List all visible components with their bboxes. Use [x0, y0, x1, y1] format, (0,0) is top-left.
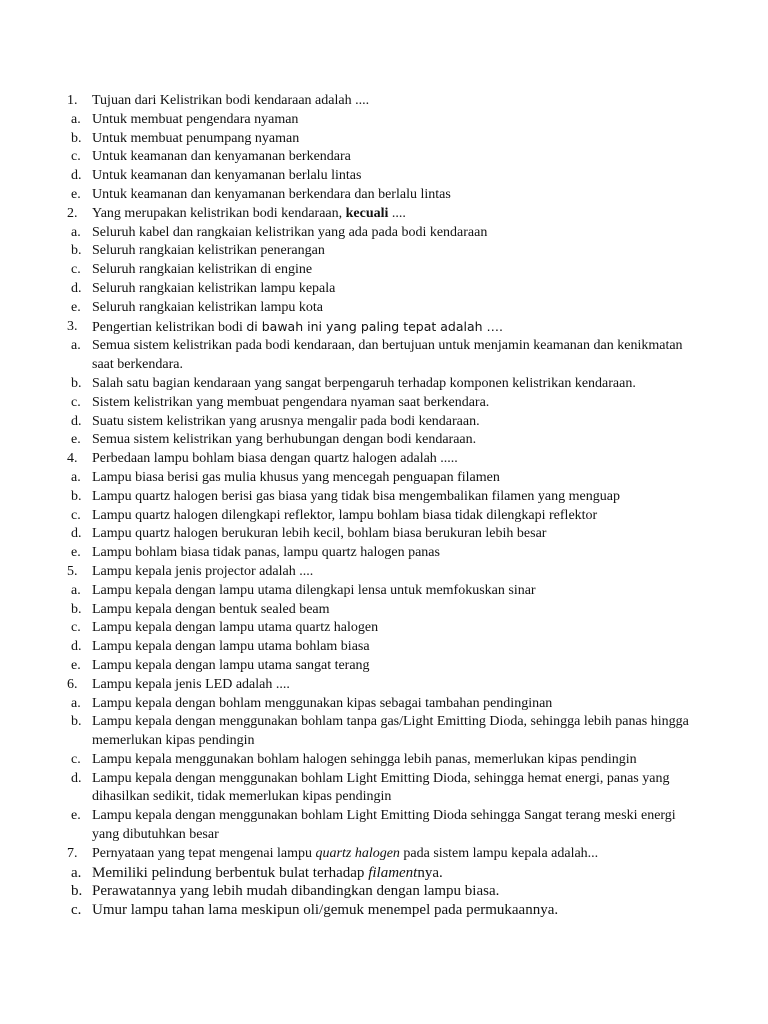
- question-text: Tujuan dari Kelistrikan bodi kendaraan adalah ....: [92, 93, 370, 108]
- option-italic-term: filament: [368, 864, 418, 881]
- option: [0, 469, 768, 488]
- option-letter: c.: [71, 902, 82, 919]
- option-letter: a.: [71, 338, 81, 354]
- option-text: Lampu kepala dengan menggunakan bohlam Light Emitting Dioda, sehingga hemat energi, panas yang dihasilkan sedikit, tidak memerlukan kipas pendingin: [92, 770, 670, 805]
- option: [0, 299, 768, 318]
- option-text: Untuk membuat pengendara nyaman: [92, 111, 299, 127]
- option: [0, 375, 768, 394]
- option: [0, 186, 768, 205]
- option-letter: d.: [71, 770, 82, 786]
- question-text-end: pada sistem lampu kepala adalah...: [403, 845, 599, 861]
- option: [0, 167, 768, 186]
- option-letter: d.: [71, 280, 82, 296]
- option-letter: c.: [71, 751, 81, 767]
- option-text: Untuk keamanan dan kenyamanan berlalu lintas: [92, 168, 362, 184]
- option: [0, 751, 768, 770]
- option: [0, 507, 768, 526]
- option-text: Semua sistem kelistrikan yang berhubungan dengan bodi kendaraan.: [92, 432, 477, 448]
- question-number: 6.: [67, 676, 78, 692]
- option: [0, 148, 768, 167]
- question-number: 1.: [67, 93, 78, 108]
- option-letter: b.: [71, 601, 82, 617]
- option-text: Memiliki pelindung berbentuk bulat terhadap: [92, 864, 365, 881]
- option-letter: b.: [71, 130, 82, 146]
- option-letter: a.: [71, 224, 81, 240]
- option-text: Seluruh rangkaian kelistrikan lampu kota: [92, 299, 323, 315]
- question-7: [0, 845, 768, 864]
- question-text: Pernyataan yang tepat mengenai lampu: [92, 845, 313, 861]
- option-text: Lampu kepala dengan bentuk sealed beam: [92, 601, 330, 617]
- option-letter: a.: [71, 864, 82, 881]
- option-letter: c.: [71, 262, 81, 278]
- option-letter: c.: [71, 149, 81, 165]
- question-4: [0, 450, 768, 469]
- question-2: [0, 205, 768, 224]
- option-letter: c.: [71, 394, 81, 410]
- option-text: Seluruh rangkaian kelistrikan di engine: [92, 262, 313, 278]
- option: [0, 431, 768, 450]
- option-letter: d.: [71, 413, 82, 429]
- option-text: Lampu kepala dengan lampu utama quartz halogen: [92, 620, 379, 636]
- question-6: [0, 676, 768, 695]
- option-text: Untuk membuat penumpang nyaman: [92, 130, 300, 146]
- option-text: Seluruh rangkaian kelistrikan lampu kepala: [92, 280, 336, 296]
- option-text: Lampu kepala dengan lampu utama bohlam biasa: [92, 639, 370, 655]
- option-text: Lampu biasa berisi gas mulia khusus yang mencegah penguapan filamen: [92, 469, 500, 485]
- option-letter: d.: [71, 168, 82, 184]
- option-text: Lampu quartz halogen berukuran lebih kecil, bohlam biasa berukuran lebih besar: [92, 526, 547, 542]
- question-italic-term: quartz halogen: [315, 845, 400, 861]
- question-text: Pengertian kelistrikan bodi: [92, 319, 243, 335]
- quiz-document: [0, 92, 768, 920]
- option-text: Lampu quartz halogen berisi gas biasa yang tidak bisa mengembalikan filamen yang menguap: [92, 488, 620, 504]
- option: [0, 638, 768, 657]
- question-number: 4.: [67, 451, 78, 467]
- option: [0, 619, 768, 638]
- option-text: Lampu kepala dengan lampu utama dilengkapi lensa untuk memfokuskan sinar: [92, 582, 536, 598]
- option-text-end: nya.: [417, 864, 443, 881]
- option: [0, 488, 768, 507]
- option-text: Salah satu bagian kendaraan yang sangat berpengaruh terhadap komponen kelistrikan kendaraan.: [92, 375, 636, 391]
- option: [0, 901, 768, 920]
- question-text-sans: di bawah ini yang paling tepat adalah ….: [246, 318, 504, 334]
- question-text: Yang merupakan kelistrikan bodi kendaraan,: [92, 205, 343, 221]
- question-number: 3.: [67, 318, 78, 334]
- option-letter: a.: [71, 111, 81, 127]
- option-text: Perawatannya yang lebih mudah dibandingkan dengan lampu biasa.: [92, 883, 500, 900]
- option-letter: b.: [71, 243, 82, 259]
- option: [0, 394, 768, 413]
- option: [0, 713, 768, 751]
- question-emphasis: kecuali: [345, 205, 389, 221]
- option: [0, 242, 768, 261]
- option-letter: b.: [71, 714, 82, 730]
- option: [0, 882, 768, 901]
- option-letter: e.: [71, 808, 81, 824]
- option-letter: d.: [71, 639, 82, 655]
- question-1: [0, 92, 768, 111]
- option: [0, 280, 768, 299]
- option-letter: c.: [71, 507, 81, 523]
- option-letter: b.: [71, 883, 83, 900]
- option-letter: e.: [71, 186, 81, 202]
- option-letter: a.: [71, 469, 81, 485]
- option: [0, 582, 768, 601]
- option-text: Lampu kepala dengan bohlam menggunakan kipas sebagai tambahan pendinginan: [92, 695, 553, 711]
- option-text: Seluruh rangkaian kelistrikan penerangan: [92, 243, 325, 259]
- option-letter: a.: [71, 695, 81, 711]
- option-letter: c.: [71, 620, 81, 636]
- option: [0, 864, 768, 883]
- question-number: 2.: [67, 205, 78, 221]
- option-text: Lampu bohlam biasa tidak panas, lampu quartz halogen panas: [92, 545, 440, 561]
- option-letter: e.: [71, 545, 81, 561]
- option: [0, 337, 768, 375]
- option-letter: e.: [71, 432, 81, 448]
- option: [0, 601, 768, 620]
- option-letter: a.: [71, 582, 81, 598]
- option-text: Lampu kepala dengan menggunakan bohlam Light Emitting Dioda sehingga Sangat terang meski energi yang dibutuhkan besar: [92, 808, 676, 843]
- option-text: Suatu sistem kelistrikan yang arusnya mengalir pada bodi kendaraan.: [92, 413, 480, 429]
- option-text: Lampu kepala dengan lampu utama sangat terang: [92, 657, 370, 673]
- option-text: Lampu kepala dengan menggunakan bohlam tanpa gas/Light Emitting Dioda, sehingga lebih panas hingga memerlukan kipas pendingin: [92, 714, 689, 749]
- option: [0, 544, 768, 563]
- question-text: Lampu kepala jenis LED adalah ....: [92, 676, 290, 692]
- option: [0, 261, 768, 280]
- option-text: Untuk keamanan dan kenyamanan berkendara: [92, 149, 351, 165]
- question-text-end: ....: [391, 205, 406, 221]
- option: [0, 525, 768, 544]
- option-letter: d.: [71, 526, 82, 542]
- option: [0, 657, 768, 676]
- option-text: Umur lampu tahan lama meskipun oli/gemuk menempel pada permukaannya.: [92, 902, 559, 919]
- option-text: Untuk keamanan dan kenyamanan berkendara dan berlalu lintas: [92, 186, 451, 202]
- option-text: Lampu kepala menggunakan bohlam halogen sehingga lebih panas, memerlukan kipas pendingin: [92, 751, 637, 767]
- question-3: [0, 318, 768, 338]
- option-text: Lampu quartz halogen dilengkapi reflektor, lampu bohlam biasa tidak dilengkapi reflektor: [92, 507, 598, 523]
- option-text: Seluruh kabel dan rangkaian kelistrikan yang ada pada bodi kendaraan: [92, 224, 488, 240]
- option-text: Semua sistem kelistrikan pada bodi kendaraan, dan bertujuan untuk menjamin keamanan dan kenikmatan saat berkendara.: [92, 338, 683, 373]
- question-5: [0, 563, 768, 582]
- option: [0, 224, 768, 243]
- option: [0, 111, 768, 130]
- option: [0, 130, 768, 149]
- option-letter: e.: [71, 657, 81, 673]
- question-text: Lampu kepala jenis projector adalah ....: [92, 563, 314, 579]
- option-letter: e.: [71, 299, 81, 315]
- question-text: Perbedaan lampu bohlam biasa dengan quartz halogen adalah .....: [92, 451, 458, 467]
- option: [0, 807, 768, 845]
- option-letter: b.: [71, 488, 82, 504]
- option: [0, 770, 768, 808]
- question-number: 5.: [67, 563, 78, 579]
- option: [0, 695, 768, 714]
- question-number: 7.: [67, 845, 78, 861]
- option: [0, 413, 768, 432]
- option-text: Sistem kelistrikan yang membuat pengendara nyaman saat berkendara.: [92, 394, 490, 410]
- option-letter: b.: [71, 375, 82, 391]
